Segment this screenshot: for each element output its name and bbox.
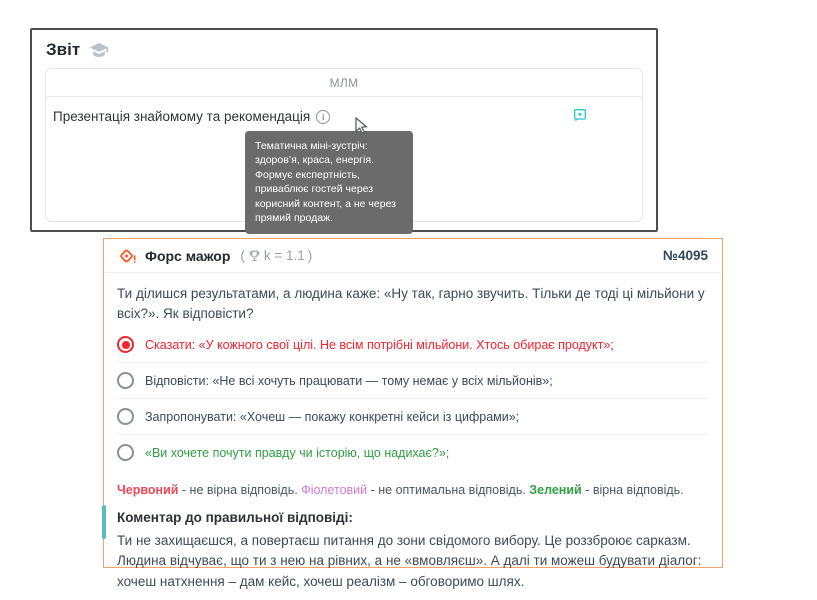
info-icon[interactable]: i bbox=[316, 110, 330, 124]
radio-selected[interactable] bbox=[117, 336, 134, 353]
color-legend bbox=[117, 483, 709, 497]
paren-open: ( bbox=[240, 248, 245, 263]
option-3[interactable] bbox=[117, 398, 709, 434]
legend-term-red: Червоний bbox=[117, 483, 179, 498]
option-2[interactable] bbox=[117, 362, 709, 398]
table-header-row bbox=[46, 69, 642, 97]
comment-body: Ти не захищаєшся, а повертаєш питання до зони свідомого вибору. Це роззброює сарказм. Людина відчуває, що ти з нею на рівних, а не «вмовляєш». А далі ти можеш будувати діалог: хочеш натхнення – дам кейс, хочеш реалізм – обговоримо шлях. bbox=[117, 533, 702, 589]
option-4[interactable] bbox=[117, 434, 709, 470]
option-1[interactable] bbox=[117, 327, 709, 362]
options-list bbox=[117, 327, 709, 470]
coefficient bbox=[240, 248, 312, 263]
radio[interactable] bbox=[117, 372, 134, 389]
report-title: Звіт bbox=[46, 40, 81, 59]
graduation-cap-icon bbox=[89, 42, 109, 59]
quiz-header bbox=[104, 239, 722, 273]
legend-desc: - вірна відповідь. bbox=[581, 483, 684, 498]
legend-term-violet: Фіолетовий bbox=[301, 483, 368, 498]
option-label: Відповісти: «Не всі хочуть працювати — тому немає у всіх мільйонів»; bbox=[145, 373, 553, 388]
legend-desc: - не оптимальна відповідь. bbox=[367, 483, 530, 498]
question-text: Ти ділишся результатами, а людина каже: «Ну так, гарно звучить. Тільки де тоді ці мільйони у всіх?». Як відповісти? bbox=[117, 286, 705, 321]
report-header bbox=[32, 30, 656, 66]
quiz-panel bbox=[103, 238, 723, 589]
option-label: Запропонувати: «Хочеш — покажу конкретні кейси із цифрами»; bbox=[145, 409, 520, 424]
radio[interactable] bbox=[117, 444, 134, 461]
mouse-cursor-icon bbox=[355, 117, 368, 139]
comment-title: Коментар до правильної відповіді: bbox=[117, 510, 353, 526]
quiz-body bbox=[104, 273, 722, 592]
paren-close: ) bbox=[307, 248, 313, 263]
comment-icon[interactable] bbox=[572, 107, 588, 123]
radio[interactable] bbox=[117, 408, 134, 425]
row-label: Презентація знайомому та рекомендація bbox=[53, 109, 311, 124]
option-label: Сказати: «У кожного свої цілі. Не всім потрібні мільйони. Хтось обирає продукт»; bbox=[145, 337, 614, 352]
coefficient-label: k = 1.1 bbox=[263, 248, 305, 263]
legend-desc: - не вірна відповідь. bbox=[178, 483, 302, 498]
tooltip: Тематична міні-зустріч: здоров’я, краса, енергія. Формує експертність, приваблює гостей через корисний контент, а не через прямий продаж. bbox=[245, 131, 413, 234]
scroll-indicator[interactable] bbox=[102, 505, 106, 539]
table-row[interactable] bbox=[46, 97, 642, 134]
quiz-title: Форс мажор bbox=[145, 247, 231, 264]
diamond-alert-icon bbox=[118, 248, 137, 264]
question-number: №4095 bbox=[662, 248, 708, 263]
column-header-mlm: МЛМ bbox=[329, 75, 359, 90]
legend-term-green: Зелений bbox=[529, 483, 582, 498]
trophy-icon bbox=[248, 249, 261, 262]
option-label: «Ви хочете почути правду чи історію, що надихає?»; bbox=[145, 445, 450, 460]
